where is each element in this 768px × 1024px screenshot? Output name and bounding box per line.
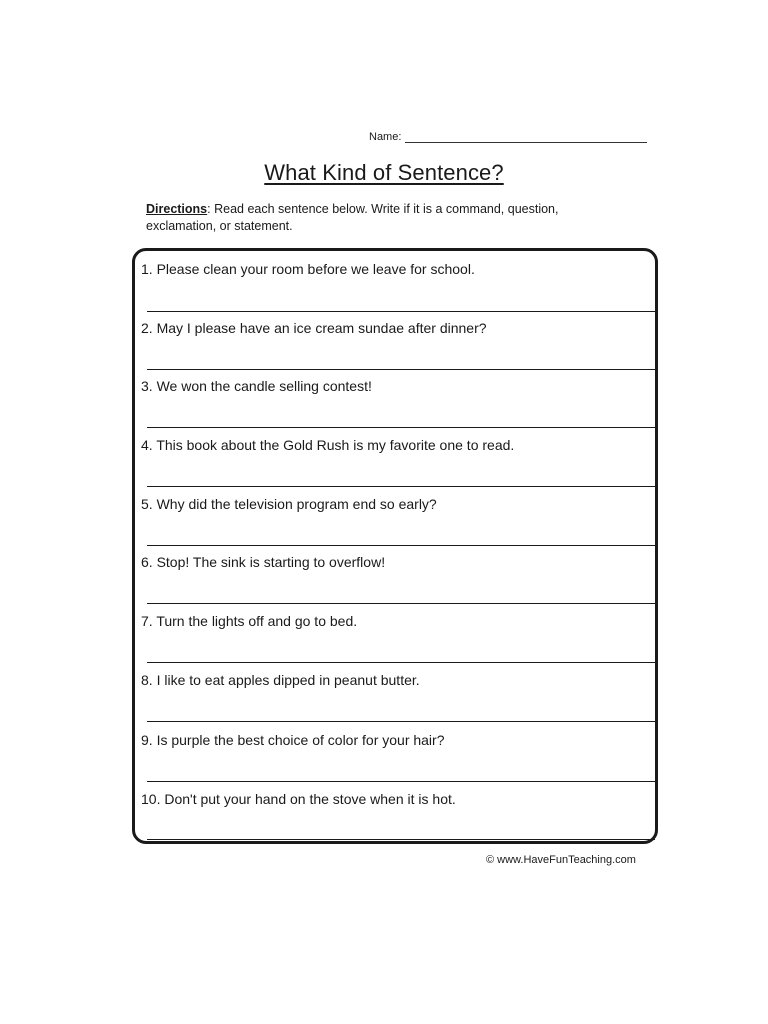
directions-text: : Read each sentence below. Write if it is a command, question, exclamation, or statement. (146, 202, 559, 233)
worksheet-title: What Kind of Sentence? (264, 160, 504, 185)
name-input-line[interactable] (405, 130, 647, 143)
question-2: 2. May I please have an ice cream sundae after dinner? (141, 320, 487, 336)
answer-line-3[interactable] (147, 427, 655, 428)
question-10: 10. Don't put your hand on the stove when it is hot. (141, 791, 456, 807)
question-6: 6. Stop! The sink is starting to overflow! (141, 554, 386, 570)
directions-label: Directions (146, 202, 208, 216)
copyright-footer: © www.HaveFunTeaching.com (486, 854, 636, 866)
questions-box (132, 248, 658, 844)
answer-line-2[interactable] (147, 369, 655, 370)
question-8: 8. I like to eat apples dipped in peanut butter. (141, 672, 420, 688)
answer-line-4[interactable] (147, 486, 655, 487)
answer-line-6[interactable] (147, 603, 655, 604)
question-1: 1. Please clean your room before we leave for school. (141, 261, 475, 277)
question-9: 9. Is purple the best choice of color for your hair? (141, 732, 445, 748)
answer-line-1[interactable] (147, 311, 655, 312)
answer-line-8[interactable] (147, 721, 655, 722)
question-3: 3. We won the candle selling contest! (141, 378, 372, 394)
directions (146, 201, 616, 235)
answer-line-9[interactable] (147, 781, 655, 782)
question-4: 4. This book about the Gold Rush is my favorite one to read. (141, 437, 515, 453)
answer-line-10[interactable] (147, 839, 655, 840)
question-5: 5. Why did the television program end so early? (141, 496, 437, 512)
name-label: Name: (369, 131, 402, 143)
answer-line-7[interactable] (147, 662, 655, 663)
question-7: 7. Turn the lights off and go to bed. (141, 613, 358, 629)
answer-line-5[interactable] (147, 545, 655, 546)
name-field (369, 130, 647, 143)
